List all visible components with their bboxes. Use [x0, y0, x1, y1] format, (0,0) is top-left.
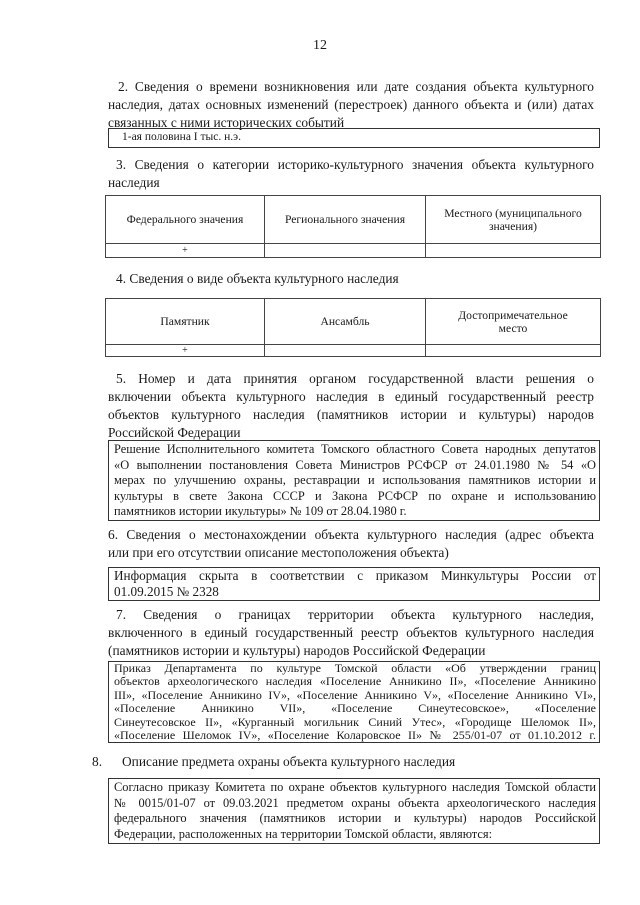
- category-header-regional: Регионального значения: [265, 196, 426, 244]
- section-8-value-line: Согласно приказу Комитета по охране объектов культурного наследия Томской области: [114, 780, 596, 794]
- section-5-line: объектов культурного наследия (памятников истории и культуры) народов: [108, 407, 594, 422]
- section-7-line: включенного в единый государственный реестр объектов культурного наследия: [108, 625, 594, 640]
- section-2-line: связанных с ними исторических событий: [108, 115, 345, 130]
- type-header-landmark: Достопримечательное место: [426, 299, 601, 345]
- section-6-heading: [108, 526, 594, 562]
- section-6-value-line: Информация скрыта в соответствии с приказом Минкультуры России от: [114, 568, 596, 583]
- section-7-value-line: Синеутесовское II», «Курганный могильник Синий Утес», «Городище Шеломок II»,: [114, 714, 596, 729]
- section-5-heading: [108, 370, 594, 442]
- category-mark-federal: +: [106, 244, 265, 258]
- category-header-local: Местного (муниципального значения): [426, 196, 601, 244]
- section-8-title: Описание предмета охраны объекта культурного наследия: [122, 754, 456, 769]
- section-6-line: или при его отсутствии описание местоположения объекта): [108, 545, 449, 560]
- type-mark-ensemble: [265, 345, 426, 357]
- section-8-value-line: № 0015/01-07 от 09.03.2021 предметом охраны объекта археологического наследия: [114, 795, 596, 810]
- section-7-line: 7. Сведения о границах территории объекта культурного наследия,: [116, 607, 594, 622]
- section-3-line: 3. Сведения о категории историко-культурного значения объекта культурного: [116, 157, 594, 172]
- section-7-value-line: «Поселение Шеломок IV», «Поселение Коларовское II» № 255/01-07 от 01.10.2012 г.: [114, 728, 596, 743]
- section-5-value-line: памятников истории икультуры» № 109 от 28.04.1980 г.: [114, 504, 407, 518]
- section-2-value: 1-ая половина I тыс. н.э.: [122, 131, 241, 143]
- category-header-federal: Федерального значения: [106, 196, 265, 244]
- section-5-value-line: Решение Исполнительного комитета Томского областного Совета народных депутатов: [114, 442, 596, 456]
- section-7-value-line: III», «Поселение Анникино IV», «Поселение Анникино V», «Поселение Анникино VI»,: [114, 687, 596, 702]
- section-3-line: наследия: [108, 175, 160, 190]
- page-number: 12: [313, 38, 327, 53]
- section-5-value-line: мерах по улучшению охраны, реставрации и использования памятников истории и: [114, 473, 596, 487]
- category-mark-regional: [265, 244, 426, 258]
- section-7-value-line: «Поселение Анникино VII», «Поселение Синеутесовское», «Поселение: [114, 701, 596, 716]
- section-6-line: 6. Сведения о местонахождении объекта культурного наследия (адрес объекта: [108, 527, 594, 542]
- section-2-heading: [108, 78, 594, 132]
- section-7-value: [114, 662, 596, 742]
- section-2-line: наследия, датах основных изменений (перестроек) данного объекта и (или) датах: [108, 97, 594, 112]
- section-3-category-table: [105, 195, 601, 258]
- section-6-value-line: 01.09.2015 № 2328: [114, 584, 219, 599]
- section-5-value-line: культуры в свете Закона СССР и Закона РСФСР по охране и использованию: [114, 488, 596, 503]
- section-6-value: [114, 568, 596, 600]
- section-4-title: 4. Сведения о виде объекта культурного наследия: [116, 271, 399, 286]
- section-8-value: [114, 780, 596, 842]
- section-5-value-line: «О выполнении постановления Совета Министров РСФСР от 24.01.1980 № 54 «О: [114, 457, 596, 472]
- type-mark-monument: +: [106, 345, 265, 357]
- section-7-value-line: Приказ Департамента по культуре Томской области «Об утверждении границ: [114, 661, 596, 675]
- section-7-heading: [108, 606, 594, 660]
- section-4-heading: [116, 270, 596, 288]
- section-8-number: 8.: [92, 754, 103, 769]
- category-mark-local: [426, 244, 601, 258]
- type-header-monument: Памятник: [106, 299, 265, 345]
- type-header-ensemble: Ансамбль: [265, 299, 426, 345]
- section-7-value-line: объектов археологического наследия «Поселение Анникино II», «Поселение Анникино: [114, 674, 596, 689]
- section-7-line: (памятников истории и культуры) народов Российской Федерации: [108, 643, 486, 658]
- section-5-value: [114, 442, 596, 520]
- section-5-line: включении объекта культурного наследия в единый государственный реестр: [108, 389, 594, 404]
- section-8-value-line: федерального значения (памятников истории и культуры) народов Российской: [114, 811, 596, 825]
- type-mark-landmark: [426, 345, 601, 357]
- section-5-line: Российской Федерации: [108, 425, 241, 440]
- section-4-type-table: [105, 298, 601, 357]
- section-8-value-line: Федерации, расположенных на территории Томской области, являются:: [114, 826, 493, 841]
- section-5-line: 5. Номер и дата принятия органом государственной власти решения о: [116, 371, 594, 386]
- section-3-heading: [108, 156, 594, 192]
- section-2-line: 2. Сведения о времени возникновения или дате создания объекта культурного: [118, 79, 594, 94]
